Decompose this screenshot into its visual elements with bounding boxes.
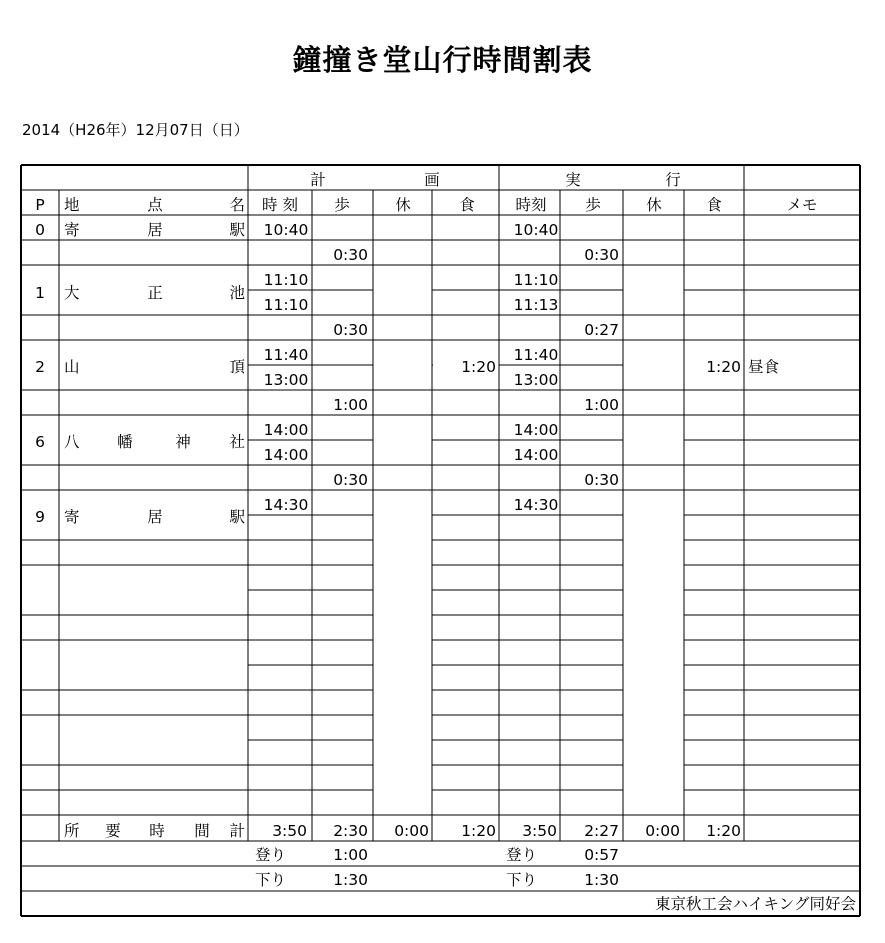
point-name-char: 寄 xyxy=(64,221,80,239)
totals-label-char: 計 xyxy=(229,822,245,840)
location-header-char-3: 名 xyxy=(229,196,245,214)
plan-group-char-1: 計 xyxy=(310,171,326,189)
actual-descent-value: 1:30 xyxy=(584,871,619,889)
point-name-char: 大 xyxy=(64,284,80,302)
point-name-char: 社 xyxy=(229,433,245,451)
point-name-char: 幡 xyxy=(117,433,133,451)
point-name-char: 池 xyxy=(229,284,245,302)
plan-ascent-label: 登り xyxy=(255,846,287,864)
actual-time-cell: 11:13 xyxy=(513,296,559,314)
actual-time-header: 時刻 xyxy=(515,196,547,214)
point-name-char: 寄 xyxy=(64,508,80,526)
plan-walk-cell: 1:00 xyxy=(333,396,368,414)
actual-time-cell: 10:40 xyxy=(513,221,559,239)
point-name-char: 八 xyxy=(64,433,80,451)
schedule-date: 2014（H26年）12月07日（日） xyxy=(22,121,249,139)
total-plan-rest: 0:00 xyxy=(394,822,429,840)
organization-footer: 東京秋工会ハイキング同好会 xyxy=(654,895,856,913)
plan-time-cell: 11:10 xyxy=(263,271,309,289)
total-actual-walk: 2:27 xyxy=(584,822,619,840)
point-number: 2 xyxy=(35,358,45,376)
plan-rest-header: 休 xyxy=(395,196,411,214)
actual-walk-header: 歩 xyxy=(585,196,601,214)
actual-group-char-1: 実 xyxy=(565,171,581,189)
total-plan-meal: 1:20 xyxy=(461,822,496,840)
actual-meal-cell: 1:20 xyxy=(706,358,741,376)
point-name-char: 居 xyxy=(147,221,163,239)
total-plan-time: 3:50 xyxy=(272,822,307,840)
plan-time-cell: 13:00 xyxy=(263,371,309,389)
plan-time-cell: 11:40 xyxy=(263,346,309,364)
plan-ascent-value: 1:00 xyxy=(333,846,368,864)
plan-descent-value: 1:30 xyxy=(333,871,368,889)
totals-label-char: 要 xyxy=(105,822,121,840)
total-plan-walk: 2:30 xyxy=(333,822,368,840)
actual-time-cell: 13:00 xyxy=(513,371,559,389)
plan-meal-header: 食 xyxy=(459,196,475,214)
point-number: 6 xyxy=(35,433,45,451)
memo-header: メモ xyxy=(786,196,818,214)
plan-time-cell: 14:00 xyxy=(263,446,309,464)
plan-walk-header: 歩 xyxy=(334,196,350,214)
actual-rest-header: 休 xyxy=(646,196,662,214)
plan-time-cell: 11:10 xyxy=(263,296,309,314)
actual-group-char-2: 行 xyxy=(665,171,681,189)
actual-ascent-value: 0:57 xyxy=(584,846,619,864)
actual-meal-header: 食 xyxy=(706,196,722,214)
plan-walk-cell: 0:30 xyxy=(333,321,368,339)
plan-walk-cell: 0:30 xyxy=(333,246,368,264)
plan-time-cell: 14:00 xyxy=(263,421,309,439)
actual-time-cell: 11:10 xyxy=(513,271,559,289)
actual-walk-cell: 0:30 xyxy=(584,246,619,264)
point-name-char: 居 xyxy=(147,508,163,526)
point-name-char: 山 xyxy=(64,358,80,376)
grid-lines xyxy=(21,165,860,916)
point-number: 9 xyxy=(35,508,45,526)
plan-time-cell: 10:40 xyxy=(263,221,309,239)
totals-label-char: 時 xyxy=(149,822,165,840)
total-actual-rest: 0:00 xyxy=(645,822,680,840)
actual-time-cell: 14:00 xyxy=(513,446,559,464)
plan-descent-label: 下り xyxy=(255,871,287,889)
actual-walk-cell: 1:00 xyxy=(584,396,619,414)
totals-label-char: 所 xyxy=(64,822,80,840)
plan-time-header: 時 刻 xyxy=(262,196,298,214)
plan-walk-cell: 0:30 xyxy=(333,471,368,489)
plan-time-cell: 14:30 xyxy=(263,496,309,514)
total-actual-meal: 1:20 xyxy=(706,822,741,840)
location-header-char-1: 地 xyxy=(64,196,80,214)
page-title: 鐘撞き堂山行時間割表 xyxy=(292,43,593,77)
actual-time-cell: 11:40 xyxy=(513,346,559,364)
memo-cell: 昼食 xyxy=(748,358,780,376)
point-number: 1 xyxy=(35,284,45,302)
actual-descent-label: 下り xyxy=(506,871,538,889)
point-name-char: 頂 xyxy=(229,358,245,376)
actual-time-cell: 14:00 xyxy=(513,421,559,439)
location-header-char-2: 点 xyxy=(147,196,163,214)
point-name-char: 正 xyxy=(147,284,163,302)
actual-time-cell: 14:30 xyxy=(513,496,559,514)
point-name-char: 神 xyxy=(175,433,191,451)
point-number: 0 xyxy=(35,221,45,239)
point-name-char: 駅 xyxy=(229,221,245,239)
actual-walk-cell: 0:30 xyxy=(584,471,619,489)
total-actual-time: 3:50 xyxy=(522,822,557,840)
point-name-char: 駅 xyxy=(229,508,245,526)
actual-walk-cell: 0:27 xyxy=(584,321,619,339)
plan-group-char-2: 画 xyxy=(424,171,440,189)
p-header: P xyxy=(35,196,45,214)
plan-meal-cell: 1:20 xyxy=(461,358,496,376)
totals-label-char: 間 xyxy=(194,822,210,840)
actual-ascent-label: 登り xyxy=(506,846,538,864)
